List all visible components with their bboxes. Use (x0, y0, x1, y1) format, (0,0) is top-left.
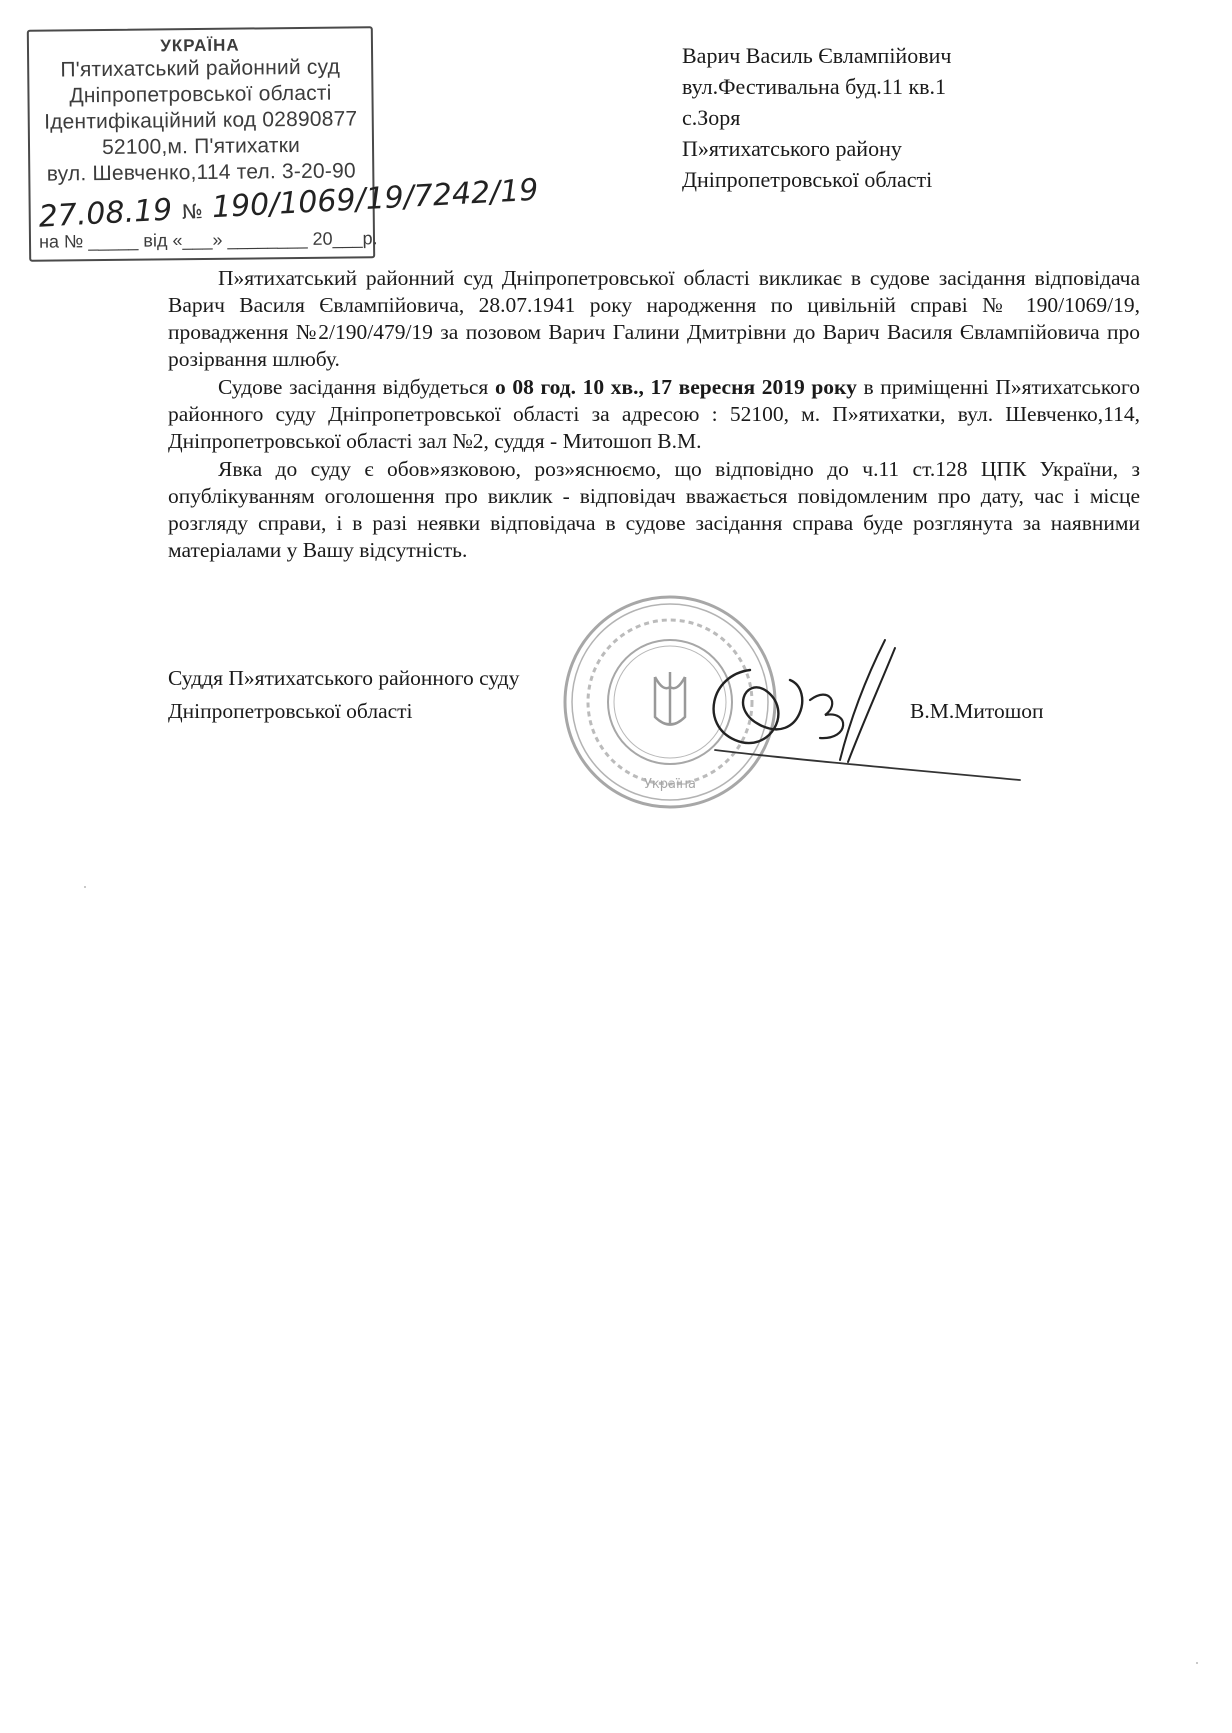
addressee-village: с.Зоря (682, 105, 741, 130)
registration-stamp (27, 26, 540, 262)
paragraph-hearing (168, 374, 1140, 455)
stamp-id-code: Ідентифікаційний код 02890877 (44, 107, 358, 134)
addressee-block (682, 40, 951, 195)
registration-date: 27.08.19 (37, 192, 174, 235)
signature-title-line2: Дніпропетровської області (168, 699, 413, 723)
registration-no-sign: № (181, 198, 204, 224)
seal-country-text: Україна (643, 777, 697, 792)
addressee-street: вул.Фестивальна буд.11 кв.1 (682, 74, 947, 99)
addressee-name: Варич Василь Євлампійович (682, 43, 952, 68)
hearing-text-end: в приміщенні П»ятихатського районного суду Дніпропетровської області за адресою : 52100, м. П»ятихатки, вул. Шевченко,114, Дніпропетровської області зал №2, суддя - Митошоп В.М. (168, 375, 1140, 453)
trident-icon (655, 672, 685, 725)
stamp-postal: 52100,м. П'ятихатки (101, 133, 301, 160)
signature-title (168, 662, 519, 728)
hearing-text-start: Судове засідання відбудеться (218, 375, 495, 399)
hearing-datetime: о 08 год. 10 хв., 17 вересня 2019 року (494, 375, 857, 399)
stamp-court: П'ятихатський районний суд (60, 55, 341, 82)
registration-number: 190/1069/19/7242/19 (211, 172, 540, 226)
stamp-region: Дніпропетровської області (69, 81, 332, 108)
stamp-street: вул. Шевченко,114 тел. 3-20-90 (46, 159, 356, 186)
stamp-reply-line: на № _____ від «___» ________ 20___р. (38, 228, 378, 252)
summons-body (168, 265, 1140, 565)
scan-speck (1196, 1662, 1198, 1664)
signature-name: В.М.Митошоп (910, 699, 1044, 723)
paragraph-attendance: Явка до суду є обов»язковою, роз»яснюємо, що відповідно до ч.11 ст.128 ЦПК України, з опублікуванням оголошення про виклик - відповідач вважається повідомленим про дату, час і місце розгляду справи, і в разі неявки відповідача в судове засідання справа буде розглянута за наявними матеріалами у Вашу відсутність. (168, 457, 1140, 562)
stamp-country: УКРАЇНА (160, 35, 240, 56)
signature-title-line1: Суддя П»ятихатського районного суду (168, 666, 520, 690)
addressee-region: Дніпропетровської області (682, 167, 933, 192)
scan-speck (84, 886, 86, 888)
addressee-district: П»ятихатського району (682, 136, 902, 161)
paragraph-summons: П»ятихатський районний суд Дніпропетровської області викликає в судове засідання відповідача Варич Василя Євлампійовича, 28.07.1941 року народження по цивільній справі № 190/1069/19, провадження №2/190/479/19 за позовом Варич Галини Дмитрівни до Варич Василя Євлампійовича про розірвання шлюбу. (168, 266, 1140, 371)
